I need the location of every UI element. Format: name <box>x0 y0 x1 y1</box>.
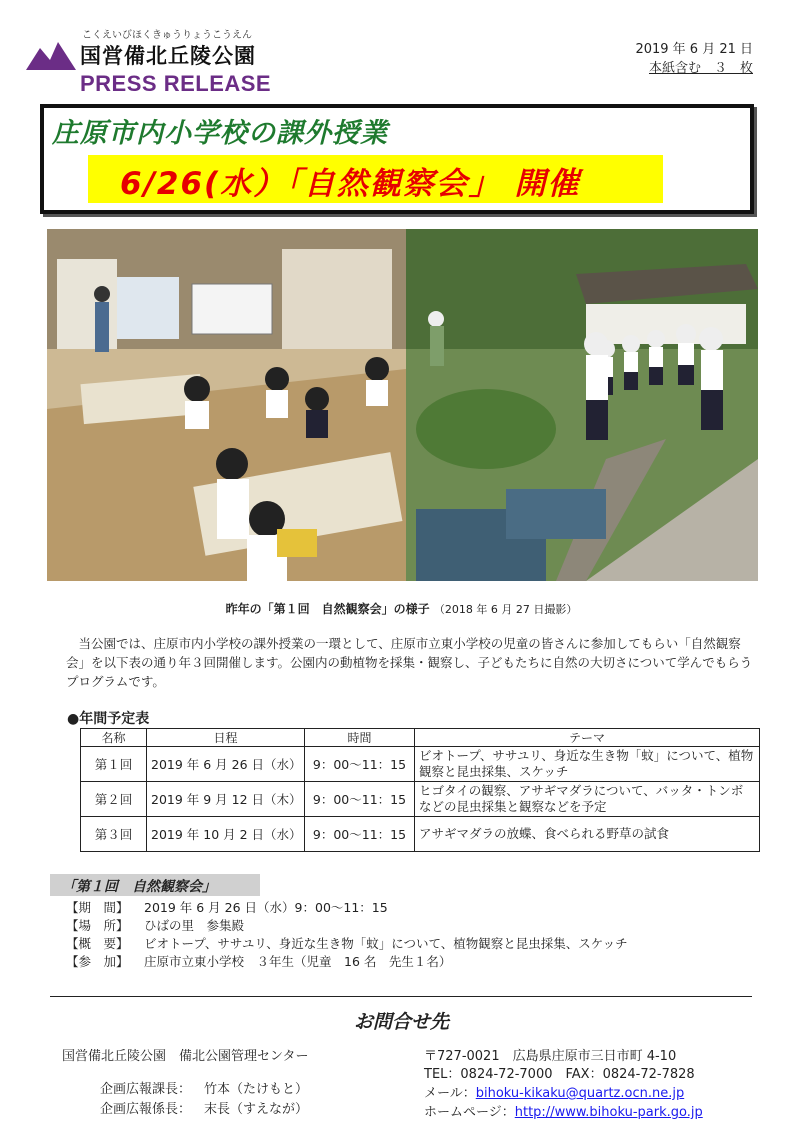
event-value: ひばの里 参集殿 <box>144 918 245 933</box>
page-count: 本紙含む ３ 枚 <box>648 61 753 76</box>
staff-role: 企画広報課長： <box>100 1082 192 1097</box>
staff-name: 末長（すえなが） <box>204 1102 309 1117</box>
schedule-date: 2019 年 9 月 12 日（木） <box>147 782 305 817</box>
schedule-date: 2019 年 10 月 2 日（水） <box>147 817 305 852</box>
staff-role: 企画広報係長： <box>100 1102 192 1117</box>
event-participants <box>66 952 451 970</box>
event-value: 2019 年 6 月 26 日（水）9：00～11：15 <box>144 900 388 915</box>
schedule-col-name: 名称 <box>81 729 147 747</box>
contact-mail <box>424 1082 684 1101</box>
schedule-col-date: 日程 <box>147 729 305 747</box>
schedule-date: 2019 年 6 月 26 日（水） <box>147 747 305 782</box>
schedule-col-time: 時間 <box>305 729 415 747</box>
event-period <box>66 898 388 916</box>
table-row <box>81 747 760 782</box>
schedule-time: 9：00～11：15 <box>305 747 415 782</box>
logo-name: 国営備北丘陵公園 <box>80 44 256 68</box>
intro-paragraph: 当公園では、庄原市内小学校の課外授業の一環として、庄原市立東小学校の児童の皆さんに参加してもらい「自然観察会」を以下表の通り年３回開催します。公園内の動植物を採集・観察し、子どもたちに自然の大切さについて学んでもらうプログラムです。 <box>66 636 753 689</box>
mail-label: メール： <box>424 1086 476 1101</box>
event-key: 【参 加】 <box>66 954 129 969</box>
table-row <box>81 817 760 852</box>
event-title: 「第１回 自然観察会」 <box>62 879 216 895</box>
photo-caption-main: 昨年の「第１回 自然観察会」の様子 <box>225 602 430 616</box>
contact-staff <box>100 1078 308 1097</box>
logo-mountain-icon <box>26 38 76 70</box>
schedule-name: 第２回 <box>81 782 147 817</box>
web-link[interactable]: http://www.bihoku-park.go.jp <box>514 1105 703 1120</box>
outdoor-class-photo <box>406 229 758 581</box>
schedule-table <box>80 728 760 852</box>
schedule-name: 第３回 <box>81 817 147 852</box>
event-summary <box>66 934 628 952</box>
event-key: 【場 所】 <box>66 918 129 933</box>
schedule-theme: ヒゴタイの観察、アサギマダラについて、バッタ・トンボなどの昆虫採集と観察などを予定 <box>415 782 760 817</box>
schedule-name: 第１回 <box>81 747 147 782</box>
divider <box>50 996 752 997</box>
schedule-time: 9：00～11：15 <box>305 817 415 852</box>
table-row <box>81 782 760 817</box>
web-label: ホームページ： <box>424 1105 515 1120</box>
event-place <box>66 916 244 934</box>
contact-title: お問合せ先 <box>353 1011 449 1033</box>
release-date-block <box>635 40 753 78</box>
staff-name: 竹本（たけもと） <box>204 1082 309 1097</box>
schedule-theme: アサギマダラの放蝶、食べられる野草の試食 <box>415 817 760 852</box>
contact-staff <box>100 1098 308 1117</box>
schedule-col-theme: テーマ <box>415 729 760 747</box>
event-key: 【期 間】 <box>66 900 129 915</box>
contact-address: 〒727-0021 広島県庄原市三日市町 4-10 <box>424 1049 677 1064</box>
event-value: ビオトープ、ササユリ、身近な生き物「蚊」について、植物観察と昆虫採集、スケッチ <box>144 936 628 951</box>
event-value: 庄原市立東小学校 ３年生（児童 16 名 先生１名） <box>144 954 452 969</box>
schedule-theme: ビオトープ、ササユリ、身近な生き物「蚊」について、植物観察と昆虫採集、スケッチ <box>415 747 760 782</box>
release-date: 2019 年 6 月 21 日 <box>635 42 753 57</box>
schedule-header-row <box>81 729 760 747</box>
photo-caption <box>0 600 803 617</box>
schedule-time: 9：00～11：15 <box>305 782 415 817</box>
schedule-heading: ●年間予定表 <box>67 711 150 727</box>
indoor-class-photo <box>47 229 406 581</box>
event-key: 【概 要】 <box>66 936 129 951</box>
mail-link[interactable]: bihoku-kikaku@quartz.ocn.ne.jp <box>475 1086 685 1101</box>
title-line1: 庄原市内小学校の課外授業 <box>52 118 388 149</box>
contact-tel-fax: TEL：0824-72-7000 FAX：0824-72-7828 <box>424 1067 695 1082</box>
logo-kana: こくえいびほくきゅうりょうこうえん <box>82 30 252 41</box>
contact-organization: 国営備北丘陵公園 備北公園管理センター <box>62 1049 309 1064</box>
photo-caption-sub: （2018 年 6 月 27 日撮影） <box>433 603 578 616</box>
press-release-label: PRESS RELEASE <box>80 71 272 96</box>
title-line2: 6/26(水）「自然観察会」 開催 <box>120 166 581 202</box>
contact-web <box>424 1101 703 1120</box>
